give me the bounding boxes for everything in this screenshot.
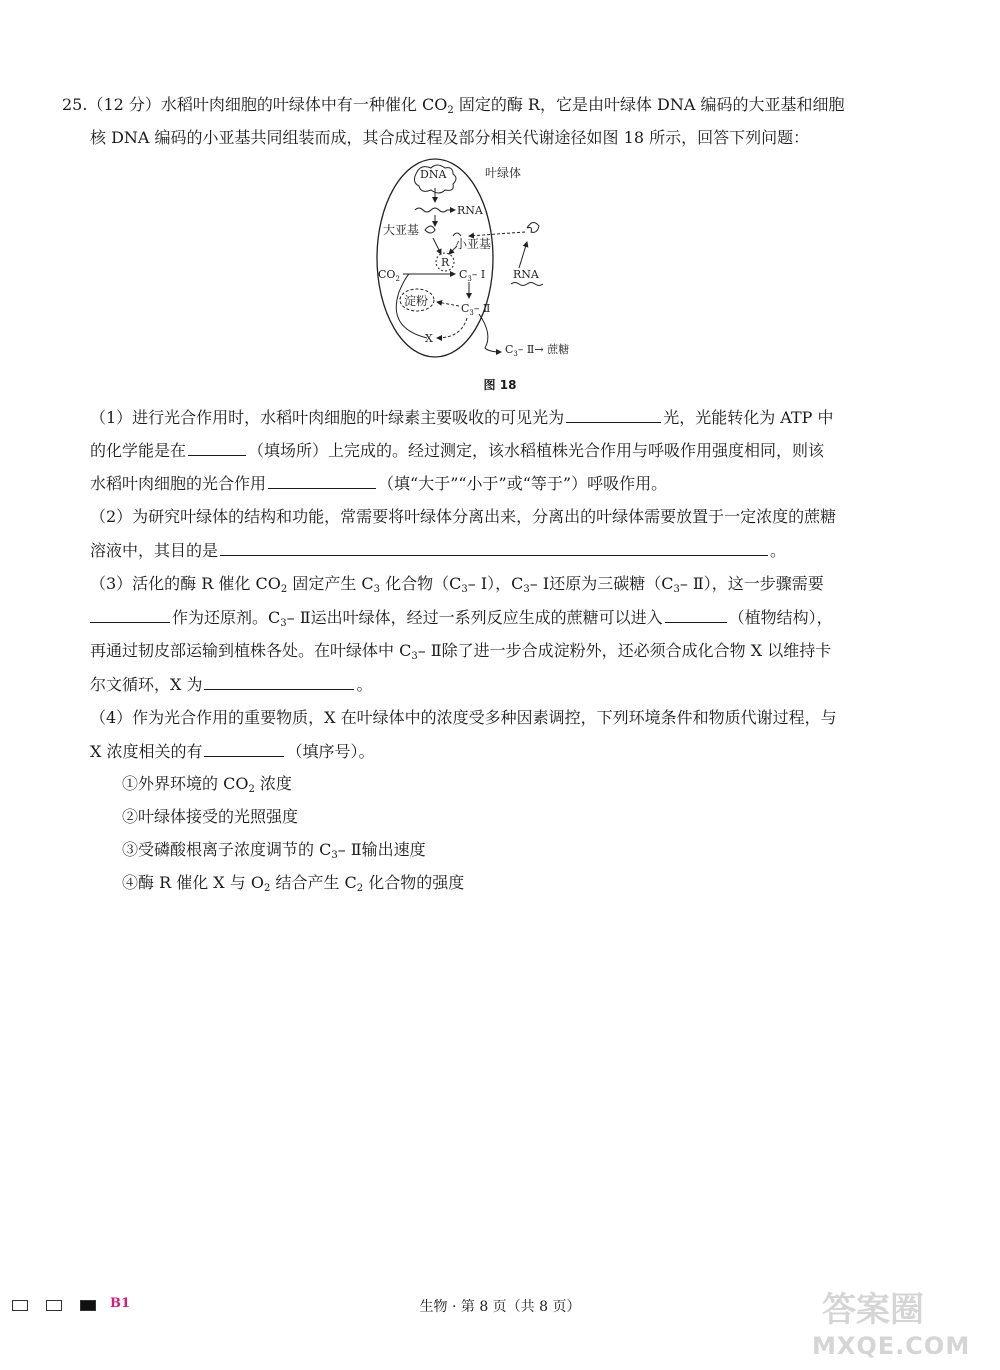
question-number: 25.	[62, 95, 88, 114]
rna-outer-label: RNA	[513, 268, 539, 281]
large-subunit-shape	[425, 226, 435, 233]
stem-text: 固定的酶 R，它是由叶绿体 DNA 编码的大亚基和细胞	[453, 95, 845, 114]
text: – Ⅱ），这一步骤需要	[679, 574, 824, 593]
co2-label: $CO_2$	[378, 268, 400, 283]
text: （3）活化的酶 R 催化 CO	[90, 574, 281, 593]
q2-line-2	[90, 539, 910, 562]
figure-caption: 图 18	[483, 378, 517, 392]
answer-blank[interactable]	[268, 472, 376, 489]
stem-text: 水稻叶肉细胞的叶绿体中有一种催化 CO	[160, 95, 448, 114]
answer-blank[interactable]	[220, 539, 768, 556]
answer-blank[interactable]	[665, 606, 727, 623]
text: 固定产生 C	[287, 574, 374, 593]
subscript: 3	[373, 584, 381, 595]
q3-line-4	[90, 673, 910, 696]
text: （2）为研究叶绿体的结构和功能，常需要将叶绿体分离出来，分离出的叶绿体需要放置于一定浓度的蔗糖	[90, 507, 837, 526]
text: （1）进行光合作用时，水稻叶肉细胞的叶绿素主要吸收的可见光为	[90, 408, 565, 427]
q1-line-2	[90, 439, 910, 462]
text: （填“大于”“小于”或“等于”）呼吸作用。	[378, 474, 668, 493]
q3-line-2	[90, 606, 910, 629]
question-stem-line-1	[62, 94, 922, 116]
text: 。	[356, 675, 373, 694]
text: 化合物（C	[380, 574, 462, 593]
question-stem-line-2	[90, 127, 910, 149]
watermark-text-top: 答案圈	[822, 1290, 924, 1330]
c3-i-label: $C_3-$ Ⅰ	[459, 268, 486, 283]
text: 再通过韧皮部运输到植株各处。在叶绿体中 C	[90, 641, 412, 660]
q1-line-1	[90, 406, 910, 429]
x-label: X	[425, 332, 433, 345]
figure-18-diagram	[375, 158, 605, 368]
q4-option-4	[122, 872, 942, 894]
text: 浓度	[254, 774, 292, 793]
question-score: （12 分）	[87, 95, 161, 114]
subscript: 2	[447, 105, 454, 116]
q4-option-2	[122, 806, 942, 828]
text: 结合产生 C	[270, 873, 357, 892]
dna-label: DNA	[420, 168, 447, 181]
subscript: 3	[673, 584, 680, 595]
c3-ii-label: $C_3-$ Ⅱ	[461, 302, 491, 317]
q1-line-3	[90, 472, 910, 495]
subscript: 2	[264, 883, 271, 894]
text: 化合物的强度	[363, 873, 465, 892]
watermark-text-bottom: MXQE.COM	[812, 1332, 971, 1360]
output-label: $C_3-$ Ⅱ→ 蔗糖	[505, 343, 570, 358]
subscript: 2	[280, 584, 288, 595]
text: （填序号）。	[286, 742, 375, 761]
watermark-logo	[792, 1282, 982, 1362]
mrna-wavy	[415, 208, 447, 212]
text: （填场所）上完成的。经过测定，该水稻植株光合作用与呼吸作用强度相同，则该	[248, 441, 825, 460]
text: 的化学能是在	[90, 441, 187, 460]
text: – Ⅰ），C	[467, 574, 524, 593]
q4-option-3	[122, 839, 942, 861]
subscript: 3	[280, 618, 287, 629]
text: （4）作为光合作用的重要物质，X 在叶绿体中的浓度受多种因素调控，下列环境条件和物质代谢过程，与	[90, 708, 837, 727]
text: 。	[770, 541, 787, 560]
text: （植物结构），	[728, 608, 833, 627]
subscript: 3	[411, 651, 418, 662]
stem-text: 核 DNA 编码的小亚基共同组装而成，其合成过程及部分相关代谢途径如图 18 所示，回答下列问题：	[90, 128, 810, 147]
text: X 浓度相关的有	[90, 742, 203, 761]
answer-blank[interactable]	[566, 406, 661, 423]
text: 溶液中，其目的是	[90, 541, 219, 560]
q3-line-1	[90, 573, 910, 595]
q4-line-1	[90, 707, 910, 729]
answer-blank[interactable]	[204, 740, 284, 757]
subscript: 3	[523, 584, 530, 595]
text: ④酶 R 催化 X 与 O	[122, 873, 264, 892]
paper-code: B1	[110, 1296, 131, 1311]
q3-line-3	[90, 640, 910, 662]
text: 作为还原剂。C	[172, 608, 281, 627]
text: ②叶绿体接受的光照强度	[122, 807, 299, 826]
text: – Ⅱ运出叶绿体，经过一系列反应生成的蔗糖可以进入	[286, 608, 663, 627]
text: 尔文循环，X 为	[90, 675, 203, 694]
starch-label: 淀粉	[404, 294, 429, 308]
text: ③受磷酸根离子浓度调节的 C	[122, 840, 332, 859]
cytoplasm-protein-shape	[527, 222, 539, 232]
page-number: 生物 · 第 8 页（共 8 页）	[419, 1299, 581, 1315]
small-subunit-label: 小亚基	[455, 237, 492, 251]
q4-option-1	[122, 773, 942, 795]
text: – Ⅱ输出速度	[337, 840, 426, 859]
subscript: 3	[331, 850, 338, 861]
text: 水稻叶肉细胞的光合作用	[90, 474, 267, 493]
subscript: 2	[248, 784, 255, 795]
answer-blank[interactable]	[204, 673, 354, 690]
text: ①外界环境的 CO	[122, 774, 249, 793]
text: – Ⅰ还原为三碳糖（C	[529, 574, 674, 593]
chloroplast-label: 叶绿体	[485, 166, 522, 180]
subscript: 3	[461, 584, 468, 595]
text: 光，光能转化为 ATP 中	[663, 408, 834, 427]
enzyme-r-label: R	[441, 256, 450, 269]
q2-line-1	[90, 506, 910, 528]
answer-blank[interactable]	[90, 606, 170, 623]
answer-blank[interactable]	[188, 439, 246, 456]
subscript: 2	[356, 883, 364, 894]
large-subunit-label: 大亚基	[383, 223, 420, 237]
text: – Ⅱ除了进一步合成淀粉外，还必须合成化合物 X 以维持卡	[417, 641, 832, 660]
rna-inner-label: RNA	[457, 204, 483, 217]
q4-line-2	[90, 740, 910, 763]
